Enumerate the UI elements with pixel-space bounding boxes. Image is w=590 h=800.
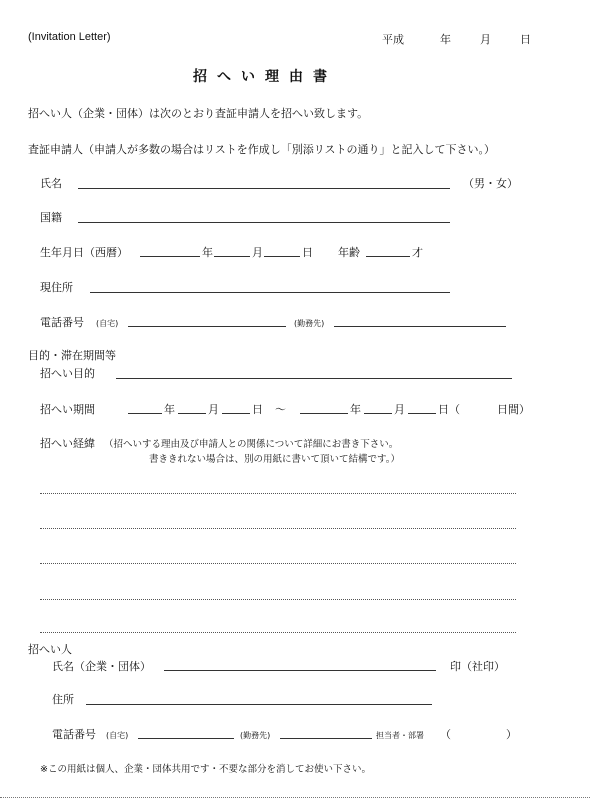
history-line-5[interactable]	[40, 632, 516, 633]
applicant-home-phone-field[interactable]	[128, 326, 286, 327]
inviter-name-label: 氏名（企業・団体）	[52, 660, 151, 673]
period-end-month-field[interactable]	[364, 413, 392, 414]
applicant-work-phone-field[interactable]	[334, 326, 506, 327]
person-in-charge-note: 担当者・部署	[376, 731, 424, 740]
age-label: 年齢	[338, 246, 360, 259]
inviter-work-note: (勤務先)	[240, 731, 271, 740]
applicant-phone-label: 電話番号	[40, 316, 84, 329]
inviter-phone-label: 電話番号	[52, 728, 96, 741]
purpose-section-heading: 目的・滞在期間等	[28, 349, 116, 362]
current-address-field[interactable]	[90, 292, 450, 293]
era-label: 平成	[382, 33, 404, 46]
history-line-2[interactable]	[40, 528, 516, 529]
inviter-home-phone-field[interactable]	[138, 738, 234, 739]
period-end-month-unit: 月	[394, 403, 405, 416]
inviter-work-phone-field[interactable]	[280, 738, 372, 739]
age-unit: 才	[412, 246, 423, 259]
applicant-name-field[interactable]	[78, 188, 450, 189]
applicant-name-label: 氏名	[40, 177, 62, 190]
page-bottom-border	[0, 797, 590, 798]
dob-day-unit: 日	[302, 246, 313, 259]
period-end-year-field[interactable]	[300, 413, 348, 414]
age-field[interactable]	[366, 256, 410, 257]
date-year-label: 年	[440, 33, 451, 46]
dob-month-field[interactable]	[214, 256, 250, 257]
date-day-label: 日	[520, 33, 531, 46]
footnote: ※この用紙は個人、企業・団体共用です・不要な部分を消してお使い下さい。	[40, 764, 371, 775]
period-tilde: ～	[275, 403, 286, 416]
seal-label: 印（社印）	[450, 660, 505, 673]
inviter-home-note: (自宅)	[106, 731, 129, 740]
period-start-year-unit: 年	[164, 403, 175, 416]
invitation-letter-label: (Invitation Letter)	[28, 31, 111, 43]
period-start-month-field[interactable]	[178, 413, 206, 414]
period-label: 招へい期間	[40, 403, 95, 416]
document-title: 招へい理由書	[193, 69, 337, 85]
period-start-day-field[interactable]	[222, 413, 250, 414]
applicant-section-heading: 査証申請人（申請人が多数の場合はリストを作成し「別添リストの通り」と記入して下さい。）	[28, 143, 496, 156]
history-label: 招へい経緯	[40, 437, 95, 450]
inviter-name-field[interactable]	[164, 670, 436, 671]
period-start-day-unit: 日	[252, 403, 263, 416]
history-line-3[interactable]	[40, 563, 516, 564]
intro-text: 招へい人（企業・団体）は次のとおり査証申請人を招へい致します。	[28, 107, 369, 120]
period-end-day-field[interactable]	[408, 413, 436, 414]
current-address-label: 現住所	[40, 281, 73, 294]
history-note-2: 書ききれない場合は、別の用紙に書いて頂いて結構です。）	[149, 454, 400, 465]
inviter-address-field[interactable]	[86, 704, 432, 705]
history-line-4[interactable]	[40, 599, 516, 600]
inviter-address-label: 住所	[52, 693, 74, 706]
sex-label: （男・女）	[463, 177, 518, 190]
period-days-close: 日間）	[497, 403, 530, 416]
period-start-year-field[interactable]	[128, 413, 162, 414]
dob-year-unit: 年	[202, 246, 213, 259]
period-end-year-unit: 年	[350, 403, 361, 416]
history-note-1: （招へいする理由及び申請人との関係について詳細にお書き下さい。	[104, 439, 399, 450]
purpose-field[interactable]	[116, 378, 512, 379]
person-open-paren: （	[440, 728, 451, 741]
period-start-month-unit: 月	[208, 403, 219, 416]
applicant-work-note: (勤務先)	[294, 319, 325, 328]
dob-year-field[interactable]	[140, 256, 200, 257]
nationality-field[interactable]	[78, 222, 450, 223]
dob-month-unit: 月	[252, 246, 263, 259]
date-month-label: 月	[480, 33, 491, 46]
dob-label: 生年月日（西暦）	[40, 246, 128, 259]
dob-day-field[interactable]	[264, 256, 300, 257]
inviter-section-heading: 招へい人	[28, 643, 72, 656]
nationality-label: 国籍	[40, 211, 62, 224]
history-line-1[interactable]	[40, 493, 516, 494]
applicant-home-note: (自宅)	[96, 319, 119, 328]
purpose-label: 招へい目的	[40, 367, 95, 380]
person-close-paren: ）	[506, 728, 517, 741]
period-end-day-paren: 日（	[438, 403, 460, 416]
